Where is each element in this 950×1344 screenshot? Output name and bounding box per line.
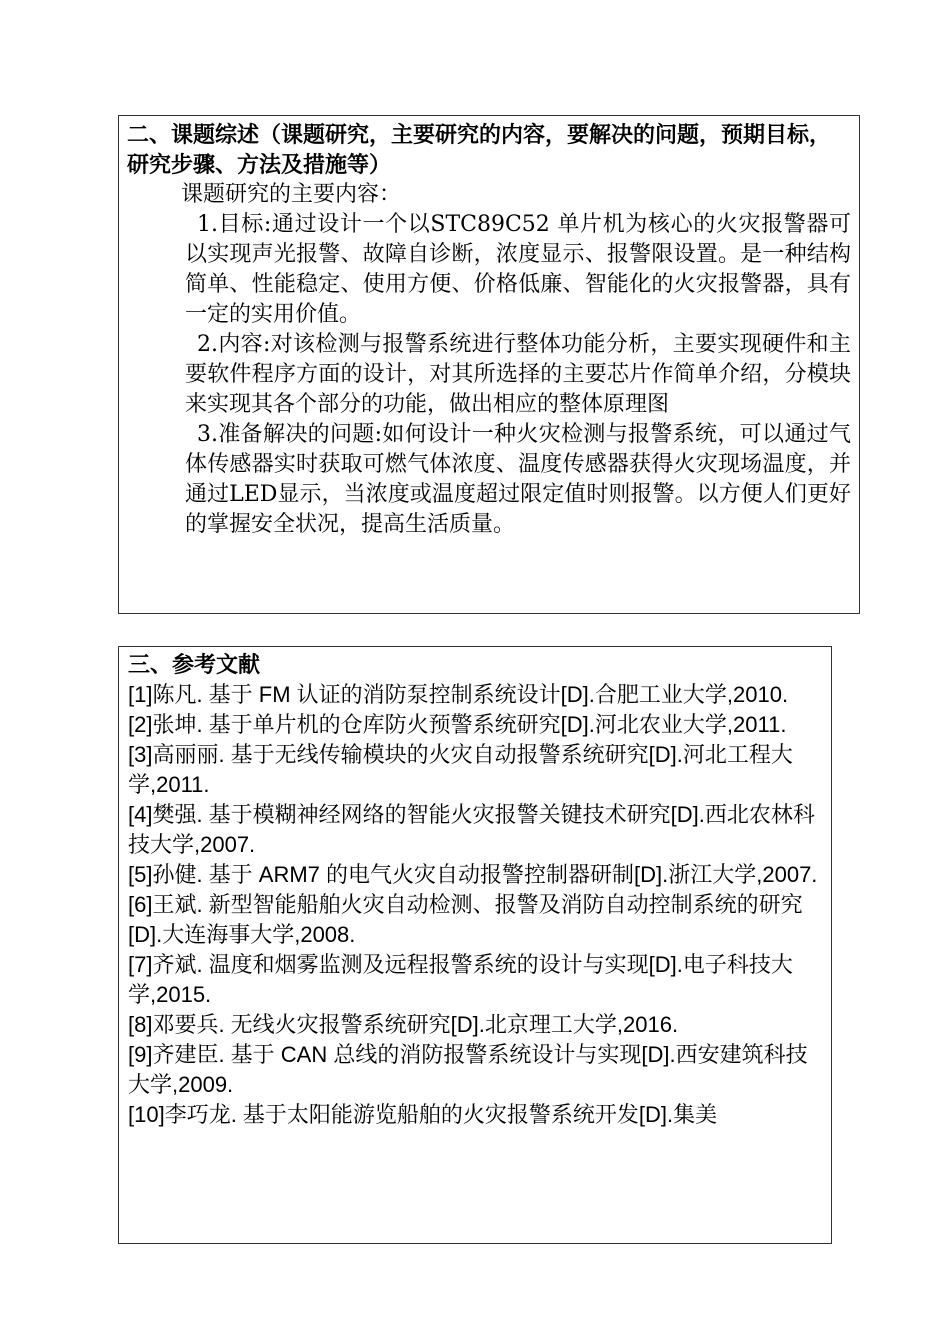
main-content-subheading: 课题研究的主要内容：: [181, 182, 402, 207]
section-overview-heading: 二、课题综述（课题研究，主要研究的内容，要解决的问题，预期目标，研究步骤、方法及措施等）: [127, 122, 832, 178]
reference-item: [1]陈凡. 基于 FM 认证的消防泵控制系统设计[D].合肥工业大学,2010.: [128, 682, 789, 707]
reference-item: [7]齐斌. 温度和烟雾监测及远程报警系统的设计与实现[D].电子科技大学,2015.: [128, 952, 793, 1007]
reference-item: [2]张坤. 基于单片机的仓库防火预警系统研究[D].河北农业大学,2011.: [128, 712, 787, 737]
reference-item: [9]齐建臣. 基于 CAN 总线的消防报警系统设计与实现[D].西安建筑科技大学,2009.: [128, 1042, 808, 1097]
references-heading: 三、参考文献: [128, 652, 261, 677]
goal-paragraph: 1.目标:通过设计一个以STC89C52 单片机为核心的火灾报警器可以实现声光报警、故障自诊断，浓度显示、报警限设置。是一种结构简单、性能稳定、使用方便、价格低廉、智能化的火灾报警器，具有一定的实用价值。: [185, 212, 851, 327]
problem-paragraph: 3.准备解决的问题:如何设计一种火灾检测与报警系统，可以通过气体传感器实时获取可燃气体浓度、温度传感器获得火灾现场温度，并通过LED显示，当浓度或温度超过限定值时则报警。以方便人们更好的掌握安全状况，提高生活质量。: [185, 422, 851, 537]
content-paragraph: 2.内容:对该检测与报警系统进行整体功能分析，主要实现硬件和主要软件程序方面的设计，对其所选择的主要芯片作简单介绍，分模块来实现其各个部分的功能，做出相应的整体原理图: [185, 332, 851, 417]
references-box: [118, 646, 832, 1244]
reference-item: [5]孙健. 基于 ARM7 的电气火灾自动报警控制器研制[D].浙江大学,2007.: [128, 862, 818, 887]
reference-item: [4]樊强. 基于模糊神经网络的智能火灾报警关键技术研究[D].西北农林科技大学,2007.: [128, 802, 815, 857]
reference-item: [6]王斌. 新型智能船舶火灾自动检测、报警及消防自动控制系统的研究[D].大连海事大学,2008.: [128, 892, 803, 947]
section-overview-box: [118, 115, 860, 614]
reference-item: [8]邓要兵. 无线火灾报警系统研究[D].北京理工大学,2016.: [128, 1012, 679, 1037]
reference-item: [10]李巧龙. 基于太阳能游览船舶的火灾报警系统开发[D].集美: [128, 1102, 718, 1127]
reference-item: [3]高丽丽. 基于无线传输模块的火灾自动报警系统研究[D].河北工程大学,2011.: [128, 742, 793, 797]
